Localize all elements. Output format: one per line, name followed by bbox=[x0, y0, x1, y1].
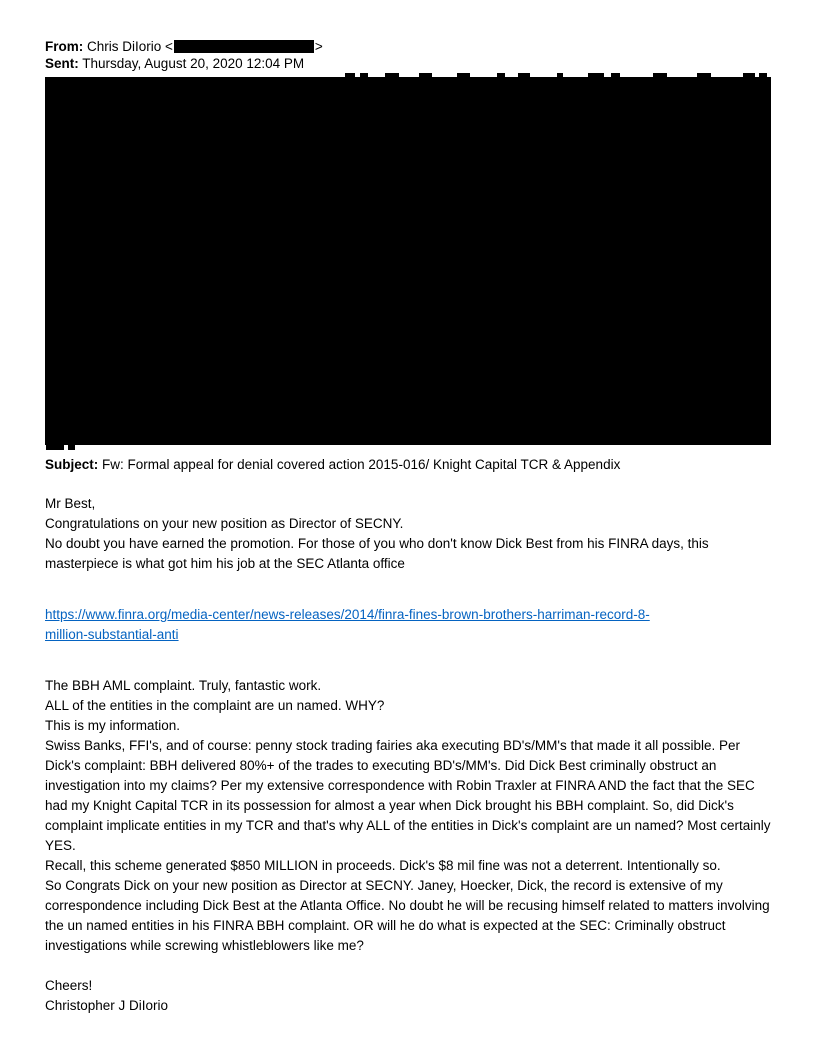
from-label: From: bbox=[45, 39, 84, 54]
redaction-recipients-block bbox=[45, 77, 771, 445]
redaction-artifact bbox=[653, 73, 667, 78]
signature-name: Christopher J DiIorio bbox=[45, 998, 169, 1013]
redaction-artifact bbox=[557, 73, 563, 78]
redaction-artifact bbox=[68, 444, 75, 450]
sent-label: Sent: bbox=[45, 56, 79, 71]
signoff: Cheers! bbox=[45, 978, 93, 993]
redaction-artifact bbox=[697, 73, 711, 78]
body-paragraph: Swiss Banks, FFI's, and of course: penny stock trading fairies aka executing BD's/MM's that made it all possible. Per Dick's complaint: BBH delivered 80%+ of the trades to executing BD's/MM's. Did Dick Best criminally obstruct an investigation into my claims? Per my extensive correspondence with Robin Traxler at FINRA AND the fact that the SEC had my Knight Capital TCR in its possession for almost a year when Dick brought his BBH complaint. So, did Dick's complaint implicate entities in my TCR and that's why ALL of the entities in Dick's complaint are un named? Most certainly YES. bbox=[45, 738, 771, 853]
sent-line bbox=[45, 55, 771, 72]
redaction-artifact bbox=[419, 73, 432, 78]
body-paragraph: This is my information. bbox=[45, 718, 181, 733]
from-value-prefix: Chris DiIorio < bbox=[87, 39, 173, 54]
link-text-line1[interactable]: https://www.finra.org/media-center/news-releases/2014/finra-fines-brown-brothers-harriman-record-8- bbox=[45, 607, 650, 622]
redaction-artifact bbox=[743, 73, 755, 78]
redaction-artifact bbox=[497, 73, 505, 78]
redaction-artifact bbox=[360, 73, 368, 78]
redaction-artifact bbox=[518, 73, 530, 78]
from-line bbox=[45, 38, 771, 55]
redaction-artifact bbox=[457, 73, 470, 78]
subject-label: Subject: bbox=[45, 457, 99, 472]
body-paragraph: Recall, this scheme generated $850 MILLION in proceeds. Dick's $8 mil fine was not a deterrent. Intentionally so. bbox=[45, 858, 721, 873]
subject-value: Fw: Formal appeal for denial covered action 2015-016/ Knight Capital TCR & Appendix bbox=[102, 457, 621, 472]
redaction-artifact bbox=[588, 73, 604, 78]
redaction-artifact bbox=[759, 73, 767, 78]
body-paragraph: The BBH AML complaint. Truly, fantastic work. bbox=[45, 678, 322, 693]
redaction-artifact bbox=[611, 73, 620, 78]
link-text-line2[interactable]: million-substantial-anti bbox=[45, 627, 179, 642]
blank-line bbox=[45, 574, 771, 605]
email-body bbox=[45, 494, 771, 1016]
redaction-artifact bbox=[385, 73, 399, 78]
sent-value: Thursday, August 20, 2020 12:04 PM bbox=[82, 56, 305, 71]
salutation: Mr Best, bbox=[45, 496, 96, 511]
blank-line bbox=[45, 645, 771, 676]
finra-news-release-link[interactable] bbox=[45, 607, 650, 642]
body-paragraph: ALL of the entities in the complaint are un named. WHY? bbox=[45, 698, 385, 713]
body-paragraph: So Congrats Dick on your new position as Director at SECNY. Janey, Hoecker, Dick, the record is extensive of my correspondence including Dick Best at the Atlanta Office. No doubt he will be recusing himself related to matters involving the un named entities in his FINRA BBH complaint. OR will he do what is expected at the SEC: Criminally obstruct investigations while screwing whistleblowers like me? bbox=[45, 878, 770, 953]
blank-line bbox=[45, 956, 771, 976]
from-value-suffix: > bbox=[314, 39, 323, 54]
subject-line bbox=[45, 456, 771, 473]
body-paragraph: No doubt you have earned the promotion. For those of you who don't know Dick Best from his FINRA days, this masterpiece is what got him his job at the SEC Atlanta office bbox=[45, 536, 709, 571]
redaction-artifact bbox=[46, 444, 64, 450]
redaction-artifact bbox=[345, 73, 355, 78]
redaction-from-email-address bbox=[174, 40, 314, 53]
body-paragraph: Congratulations on your new position as Director of SECNY. bbox=[45, 516, 404, 531]
link-paragraph bbox=[45, 605, 771, 645]
